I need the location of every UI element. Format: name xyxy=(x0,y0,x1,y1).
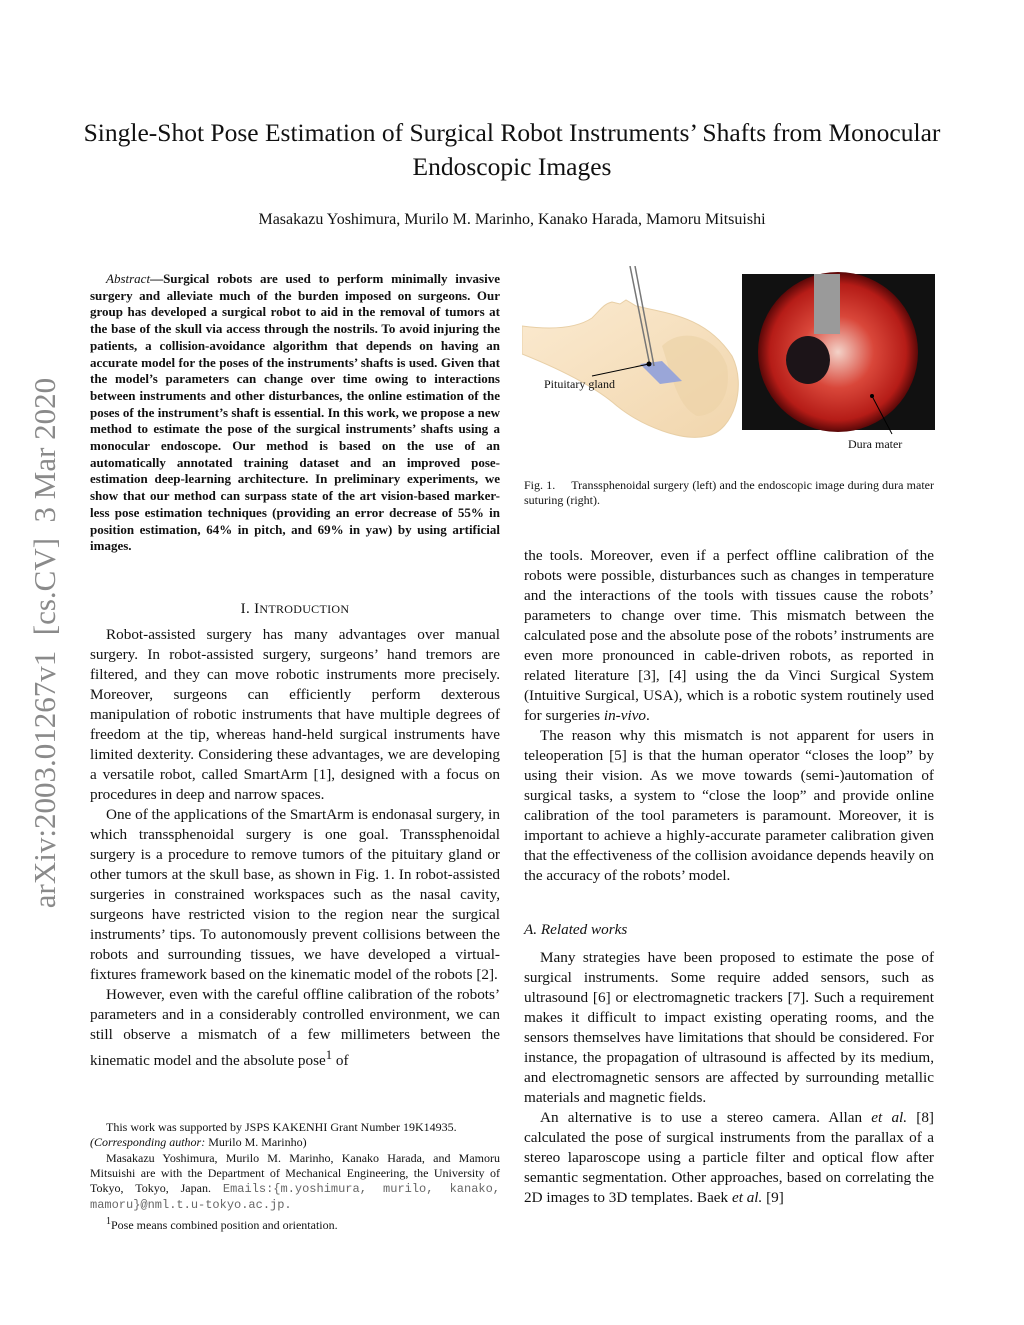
figure-1 xyxy=(522,266,936,456)
paragraph xyxy=(524,948,934,1108)
text-run: Robot-assisted surgery has many advantages over manual surgery. In robot-assisted surgery, surgeons’ hand tremors are filtered, and they can move robotic instruments more precisely. Moreover, surgeons can efficiently perform dexterous manipulation of robotic instruments that have multiple degrees of freedom at the tip, whereas hand-held surgical instruments have limited dexterity. Considering these advantages, we are developing a versatile robot, called SmartArm [1], designed with a focus on procedures in deep and narrow spaces. xyxy=(90,626,500,803)
section-heading-introduction xyxy=(90,601,500,618)
paper-title: Single-Shot Pose Estimation of Surgical Robot Instruments’ Shafts from Monocular Endoscopic Images xyxy=(83,118,941,181)
corresponding-author xyxy=(90,1135,500,1150)
label-pituitary-gland: Pituitary gland xyxy=(544,377,615,391)
corr-label: (Corresponding author: xyxy=(90,1135,206,1150)
text-run: in-vivo xyxy=(603,707,647,724)
section-first-letter: I xyxy=(254,601,260,617)
text-run: An alternative is to use a stereo camera. Allan xyxy=(540,1109,872,1126)
funding-note: This work was supported by JSPS KAKENHI Grant Number 19K14935. xyxy=(106,1120,457,1134)
arxiv-stamp: arXiv:2003.01267v1 [cs.CV] 3 Mar 2020 xyxy=(27,377,62,909)
text-run: [9] xyxy=(762,1189,784,1206)
pose-footnote xyxy=(90,1214,500,1233)
paragraph xyxy=(524,726,934,886)
text-run: One of the applications of the SmartArm is endonasal surgery, in which transsphenoidal surgery is one goal. Transsphenoidal surgery is a procedure to remove tumors of the pituitary gland or other tumors at the skull base, as shown in Fig. 1. In robot-assisted surgeries in constrained workspaces such as the nasal cavity, surgeons have restricted vision to the region near the surgical instruments’ tips. To autonomously prevent collisions between the robots and surrounding tissues, we have developed a virtual-fixtures framework based on the kinematic model of the robots [2]. xyxy=(90,806,500,983)
abstract-label: Abstract xyxy=(106,271,151,286)
pose-note: Pose means combined position and orientation. xyxy=(111,1217,338,1232)
text-run: et al. xyxy=(871,1109,908,1126)
head-illustration xyxy=(522,266,738,437)
text-run: the tools. Moreover, even if a perfect offline calibration of the robots were possible, disturbances such as changes in temperature and the interactions of the tools with tissues cause the robots’ parameters to change over time. This mismatch between the calculated pose and the absolute pose of the robots’ instruments are even more pronounced in cable-driven robots, as reported in related literature [3], [4] using the da Vinci Surgical System (Intuitive Surgical, USA), which is a robotic system routinely used for surgeries xyxy=(524,547,934,724)
affiliation: Masakazu Yoshimura, Murilo M. Marinho, Kanako Harada, and Mamoru Mitsuishi are with the Department of Mechanical Engineering, the University of Tokyo, Tokyo, Japan. xyxy=(90,1150,500,1196)
text-run: of xyxy=(332,1052,349,1070)
abstract-dash: — xyxy=(150,271,164,286)
text-run: However, even with the careful offline calibration of the robots’ parameters and in a considerably controlled environment, we can still observe a mismatch of a few millimeters between the kinematic model and the absolute pose xyxy=(90,986,500,1070)
footnote-mark: 1 xyxy=(106,1215,111,1227)
section-number: I. xyxy=(240,601,251,617)
corr-name: Murilo M. Marinho) xyxy=(205,1135,307,1150)
paragraph xyxy=(90,805,500,985)
caption-number: Fig. 1. xyxy=(524,478,556,492)
endoscopic-image xyxy=(742,272,935,434)
text-run: et al. xyxy=(731,1189,763,1206)
subsection-heading-related-works: A. Related works xyxy=(524,921,628,938)
section-rest: NTRODUCTION xyxy=(259,602,350,616)
right-column-body-2 xyxy=(524,948,934,1208)
footnote-ref: 1 xyxy=(325,1048,333,1062)
abstract xyxy=(90,271,500,555)
introduction-body xyxy=(90,625,500,1071)
text-run: [8] calculated the pose of surgical instruments from the parallax of a stereo laparoscope using a particle filter and optical flow after semantic segmentation. Other approaches, based on correlating the 2D images to 3D templates. Baek xyxy=(524,1109,934,1206)
text-run: The reason why this mismatch is not apparent for users in teleoperation [5] is that the human operator “closes the loop” by using their vision. As we move towards (semi-)automation of surgical tasks, a system to “close the loop” and provide online calibration of the tool parameters is paramount. Moreover, it is important to achieve a highly-accurate parameter calibration given that the effectiveness of the collision avoidance depends heavily on the accuracy of the robots’ model. xyxy=(524,727,934,884)
text-run: . xyxy=(646,707,650,724)
paragraph xyxy=(90,985,500,1071)
right-column-body-1 xyxy=(524,546,934,886)
text-run: Many strategies have been proposed to estimate the pose of surgical instruments. Some require added sensors, such as ultrasound [6] or electromagnetic trackers [7]. Such a requirement makes it difficult to impact existing operating rooms, and the sensors themselves have limitations that should be considered. For instance, the propagation of ultrasound is affected by its medium, and electromagnetic sensors are affected by surrounding metallic materials and magnetic fields. xyxy=(524,949,934,1106)
authors: Masakazu Yoshimura, Murilo M. Marinho, Kanako Harada, Mamoru Mitsuishi xyxy=(258,211,766,228)
affiliation-note xyxy=(90,1151,500,1214)
emails: Emails:{m.yoshimura, murilo, kanako, mamoru}@nml.t.u-tokyo.ac.jp. xyxy=(90,1182,500,1213)
paragraph xyxy=(524,546,934,726)
figure-caption xyxy=(524,478,934,508)
abstract-text: Surgical robots are used to perform minimally invasive surgery and alleviate much of the burden imposed on surgeons. Our group has developed a surgical robot to aid in the removal of tumors at the base of the skull via access through the nostrils. To avoid injuring the patients, a collision-avoidance algorithm that depends on having an accurate model for the poses of the instruments’ shafts is used. Given that the model’s parameters can change over time owing to interactions between instruments and other disturbances, the online estimation of the poses of the instrument’s shaft is essential. In this work, we propose a new method to estimate the pose of the surgical instruments’ shafts using a monocular endoscope. Our method is based on the use of an automatically annotated training dataset and an improved pose-estimation deep-learning architecture. In preliminary experiments, we show that our method can surpass state of the art vision-based marker-less pose estimation techniques (providing an error decrease of 55% in position estimation, 64% in pitch, and 69% in yaw) by using artificial images. xyxy=(90,271,500,554)
paragraph xyxy=(90,625,500,805)
label-dura-mater: Dura mater xyxy=(848,437,903,451)
paragraph xyxy=(524,1108,934,1208)
footnotes xyxy=(90,1120,500,1233)
figure-illustration xyxy=(522,266,936,456)
caption-text: Transsphenoidal surgery (left) and the endoscopic image during dura mater suturing (right). xyxy=(524,478,934,507)
